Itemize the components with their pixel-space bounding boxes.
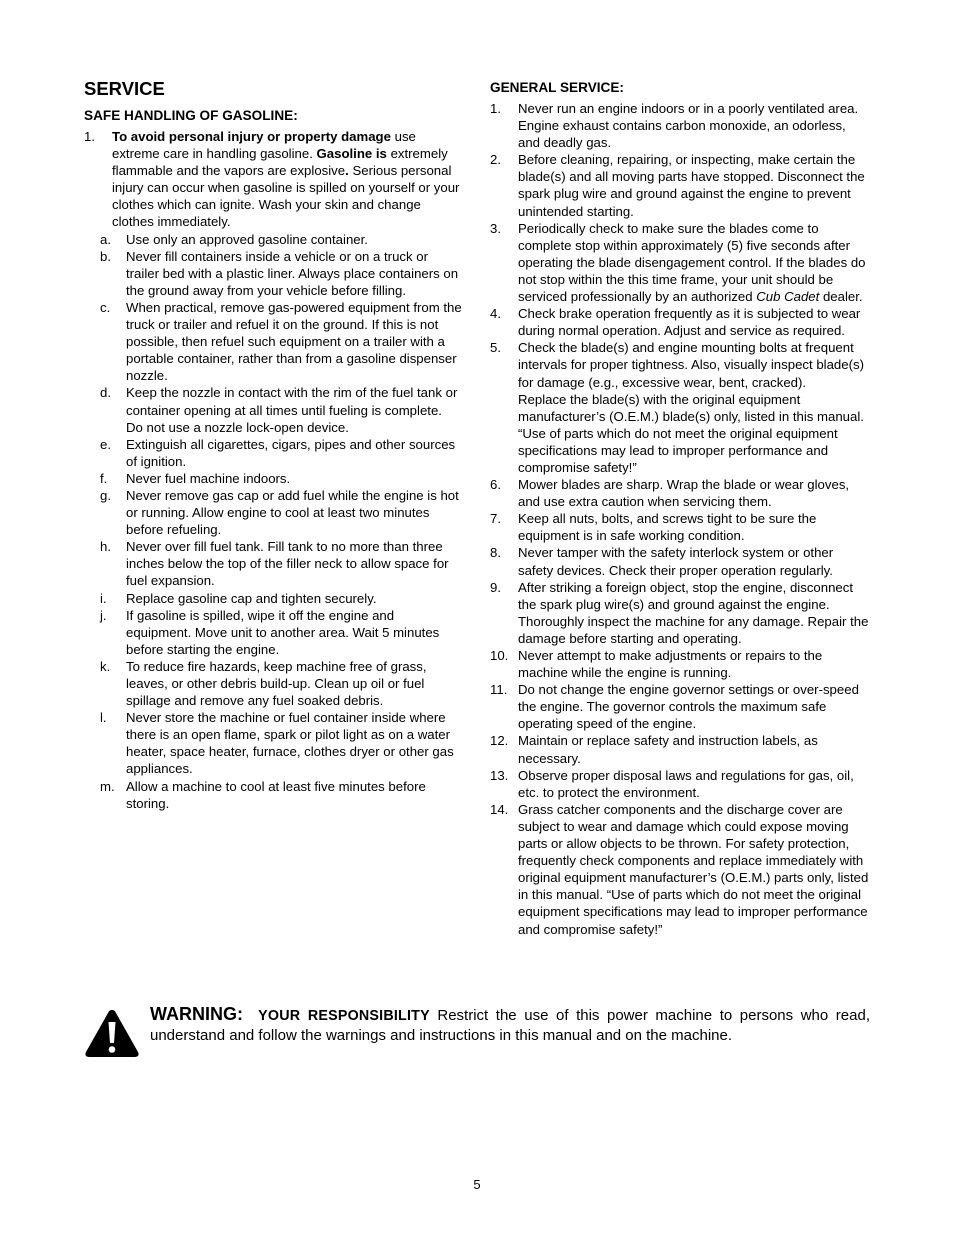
body-text: Serious personal injury can occur when gasoline is spilled on yourself or your clothes which can ignite. Wash your skin and change clothes immediately. (112, 163, 460, 230)
item-letter: e. (100, 436, 111, 452)
item-number: 12. (490, 733, 509, 749)
item-text: Never over fill fuel tank. Fill tank to no more than three inches below the top of the filler neck to allow space for fuel expansion. (126, 539, 449, 589)
bold-text: . (345, 163, 349, 179)
item-extra-text: Replace the blade(s) with the original equipment manufacturer’s (O.E.M.) blade(s) only, listed in this manual. “Use of parts which do not meet the original equipment specifications may lead to improper performance and compromise safety!” (518, 391, 864, 475)
item-text: Check brake operation frequently as it is subjected to wear during normal operation. Adjust and service as required. (518, 306, 861, 339)
body-text: use extreme care in handling gasoline. (112, 129, 416, 162)
item-letter: f. (100, 470, 108, 486)
bold-text: To avoid personal injury or property damage (112, 129, 391, 144)
list-item (84, 709, 462, 777)
item-text: When practical, remove gas-powered equipment from the truck or trailer and refuel it on the ground. If this is not possible, then refuel such equipment on a trailer with a portable container, rather than from a gasoline dispenser nozzle. (126, 299, 462, 384)
item-text: Never fill containers inside a vehicle or on a truck or trailer bed with a plastic liner. Always place containers on the ground away from your vehicle before filling. (126, 248, 459, 298)
list-item (84, 778, 462, 812)
list-item (84, 658, 462, 709)
item-text: Never fuel machine indoors. (126, 470, 291, 486)
list-item (490, 339, 870, 476)
gasoline-sublist (56, 231, 462, 812)
item-number: 10. (490, 648, 509, 663)
list-item (84, 384, 462, 435)
item-letter: l. (100, 710, 107, 726)
item-number: 1. (490, 101, 501, 116)
item-text: Check the blade(s) and engine mounting bolts at frequent intervals for proper tightness. Also, visually inspect blade(s) for damage (e.g., excessive wear, bent, cracked). (518, 340, 864, 390)
item-letter: a. (100, 231, 111, 247)
general-service-heading: GENERAL SERVICE: (490, 80, 624, 95)
item-text: Grass catcher components and the discharge cover are subject to wear and damage which could expose moving parts or allow objects to be thrown. For safety protection, frequently check components and replace immediately with original equipment manufacturer’s (O.E.M.) parts only, listed in this manual. “Use of parts which do not meet the original equipment specifications may lead to improper performance and compromise safety!” (518, 801, 869, 937)
list-item (490, 510, 870, 544)
list-item (84, 248, 462, 299)
item-text: Never attempt to make adjustments or repairs to the machine while the engine is running. (518, 648, 823, 681)
item-text: Mower blades are sharp. Wrap the blade or wear gloves, and use extra caution when servicing them. (518, 477, 850, 510)
item-text: Keep the nozzle in contact with the rim of the fuel tank or container opening at all times until fueling is complete. Do not use a nozzle lock-open device. (126, 385, 458, 435)
item-number: 9. (490, 579, 501, 595)
list-item (490, 801, 870, 938)
warning-subtitle: YOUR RESPONSIBILITY (258, 1008, 430, 1024)
list-item (84, 470, 462, 487)
item-text-end: dealer. (819, 289, 863, 305)
item-text: Observe proper disposal laws and regulations for gas, oil, etc. to protect the environment. (518, 767, 854, 800)
list-item (490, 476, 870, 510)
list-item (84, 607, 462, 658)
item-text: To reduce fire hazards, keep machine free of grass, leaves, or other debris build-up. Clean up oil or fuel spillage and remove any fuel soaked debris. (126, 658, 427, 709)
bold-text: Gasoline is (316, 146, 387, 162)
list-item (84, 231, 462, 248)
list-item (490, 544, 870, 578)
list-item (84, 436, 462, 470)
brand-name: Cub Cadet (756, 289, 820, 305)
item-number: 7. (490, 511, 501, 527)
item-text: Before cleaning, repairing, or inspecting, make certain the blade(s) and all moving parts have stopped. Disconnect the spark plug wire and ground against the engine to prevent unintended starting. (518, 152, 865, 219)
item-text: Replace gasoline cap and tighten securely. (126, 590, 377, 606)
item-text: Allow a machine to cool at least five minutes before storing. (126, 778, 426, 811)
left-column (84, 78, 462, 812)
list-item (490, 681, 870, 732)
warning-body: Restrict the use of this power machine to persons who read, understand and follow the warnings and instructions in this manual and on the machine. (150, 1007, 870, 1044)
item-text: Never run an engine indoors or in a poorly ventilated area. Engine exhaust contains carbon monoxide, an odorless, and deadly gas. (518, 101, 859, 151)
item-text: Never tamper with the safety interlock system or other safety devices. Check their proper operation regularly. (518, 545, 834, 578)
item-number: 13. (490, 767, 509, 783)
list-item (490, 100, 870, 151)
section-title: SERVICE (84, 78, 165, 99)
list-item (84, 538, 462, 589)
item-letter: m. (100, 778, 115, 794)
list-item (490, 579, 870, 647)
gasoline-heading: SAFE HANDLING OF GASOLINE: (84, 108, 298, 123)
item-letter: j. (100, 607, 107, 623)
warning-title: WARNING: (150, 1004, 243, 1024)
gasoline-item-1 (84, 128, 462, 231)
page-number: 5 (473, 1177, 481, 1192)
list-item (84, 487, 462, 538)
warning-text (150, 1004, 870, 1046)
item-number: 11. (490, 682, 508, 698)
list-item (84, 299, 462, 384)
item-letter: i. (100, 590, 107, 606)
item-number: 1. (84, 129, 95, 144)
list-item (490, 305, 870, 339)
list-item (490, 220, 870, 305)
list-item (490, 151, 870, 219)
item-number: 8. (490, 545, 501, 561)
item-letter: k. (100, 658, 111, 674)
item-text: If gasoline is spilled, wipe it off the engine and equipment. Move unit to another area. Wait 5 minutes before starting the engine. (126, 607, 440, 657)
item-number: 3. (490, 220, 501, 236)
item-number: 14. (490, 801, 509, 817)
item-text: After striking a foreign object, stop the engine, disconnect the spark plug wire(s) and ground against the engine. Thoroughly inspect the machine for any damage. Repair the damage before starting and operating. (518, 579, 869, 646)
body-text: extremely flammable and the vapors are explosive (112, 146, 448, 179)
item-text: Keep all nuts, bolts, and screws tight to be sure the equipment is in safe working condition. (518, 511, 817, 544)
item-text: Maintain or replace safety and instruction labels, as necessary. (518, 733, 818, 766)
item-letter: b. (100, 248, 111, 264)
item-text: Use only an approved gasoline container. (126, 231, 368, 247)
list-item (490, 767, 870, 801)
list-item (490, 647, 870, 681)
item-text: Never remove gas cap or add fuel while the engine is hot or running. Allow engine to cool at least two minutes before refueling. (126, 487, 459, 538)
item-letter: h. (100, 539, 111, 555)
item-letter: c. (100, 299, 111, 315)
item-text: Extinguish all cigarettes, cigars, pipes and other sources of ignition. (126, 436, 456, 469)
warning-box (84, 1004, 870, 1060)
item-text: Periodically check to make sure the blades come to complete stop within approximately (5) five seconds after operating the blade disengagement control. If the blades do not stop within the this time frame, your unit should be serviced professionally by an authorized (518, 220, 866, 305)
item-number: 6. (490, 477, 501, 493)
item-number: 5. (490, 340, 501, 356)
right-column (490, 79, 870, 938)
item-text: Do not change the engine governor settings or over-speed the engine. The governor controls the maximum safe operating speed of the engine. (518, 682, 859, 732)
list-item (490, 732, 870, 766)
list-item (84, 590, 462, 607)
item-letter: d. (100, 385, 111, 401)
item-number: 2. (490, 152, 501, 168)
item-text: Never store the machine or fuel container inside where there is an open flame, spark or pilot light as on a water heater, space heater, furnace, clothes dryer or other gas appliances. (126, 710, 454, 777)
item-letter: g. (100, 487, 111, 503)
item-number: 4. (490, 306, 501, 322)
warning-triangle-icon (84, 1008, 140, 1058)
